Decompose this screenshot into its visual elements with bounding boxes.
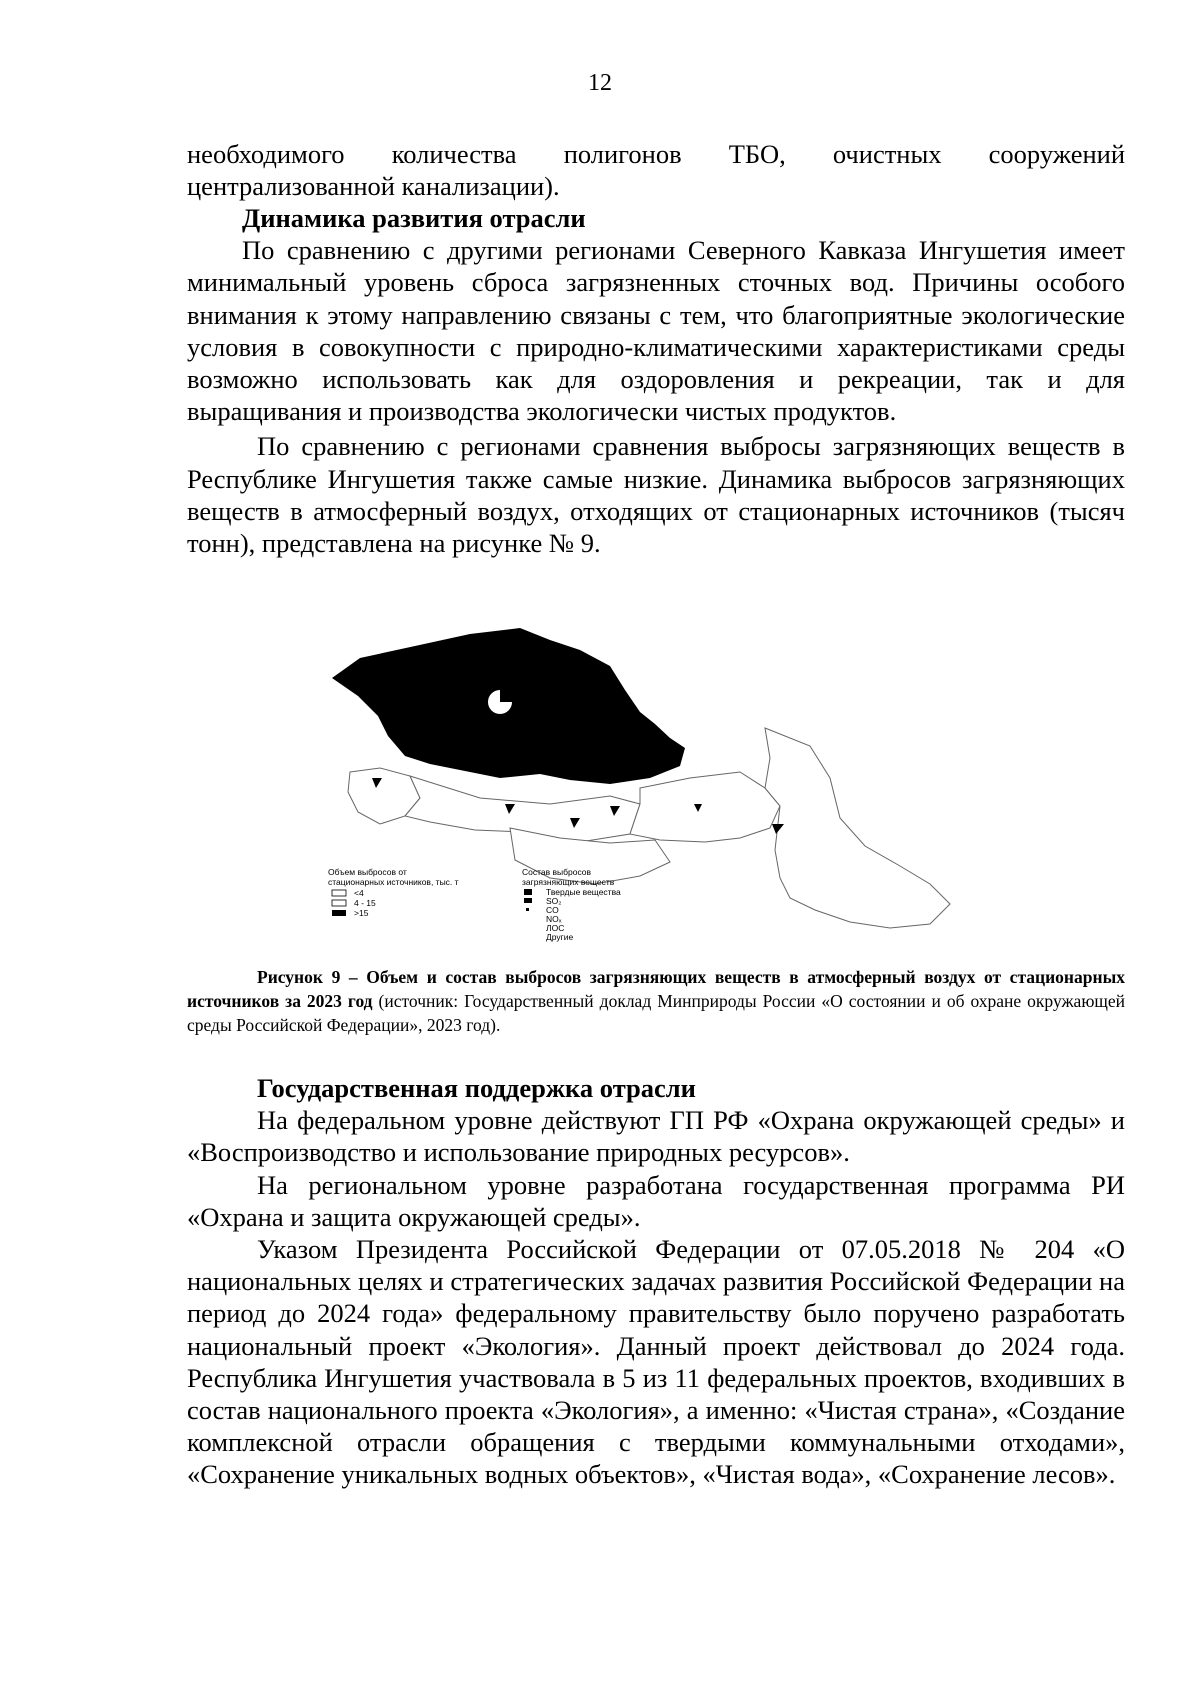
region-outline-dagestan [765, 728, 950, 928]
legend-swatch-so2 [524, 898, 532, 903]
paragraph-decree: Указом Президента Российской Федерации от 07.05.2018 № 204 «О национальных целях и стратегических задачах развития Российской Федерации на период до 2024 года» федеральному правительству было поручено разработать национальный проект «Экология». Данный проект действовал до 2024 года. Республика Ингушетия участвовала в 5 из 11 федеральных проектов, входивших в состав национального проекта «Экология», а именно: «Чистая страна», «Создание комплексной отрасли обращения с твердыми коммунальными отходами», «Сохранение уникальных водных объектов», «Чистая вода», «Сохранение лесов». [187, 1234, 1125, 1490]
page-number: 12 [588, 70, 612, 96]
paragraph-federal: На федеральном уровне действуют ГП РФ «Охрана окружающей среды» и «Воспроизводство и использование природных ресурсов». [187, 1105, 1125, 1168]
legend-volume-title-1: Объем выбросов от [328, 867, 407, 877]
legend-volume-item-2: 4 - 15 [354, 898, 376, 908]
legend-composition-title-1: Состав выбросов [522, 867, 592, 877]
legend-composition-item-3: CO [546, 905, 559, 915]
paragraph-comparison: По сравнению с другими регионами Северного Кавказа Ингушетия имеет минимальный уровень сброса загрязненных сточных вод. Причины особого внимания к этому направлению связаны с тем, что благоприятные экологические условия в совокупности с природно-климатическими характеристиками среды возможно использовать как для оздоровления и рекреации, так и для выращивания и производства экологически чистых продуктов. [187, 235, 1125, 427]
paragraph-emissions: По сравнению с регионами сравнения выбросы загрязняющих веществ в Республике Ингушетия также самые низкие. Динамика выбросов загрязняющих веществ в атмосферный воздух, отходящих от стационарных источников (тысяч тонн), представлена на рисунке № 9. [187, 431, 1125, 559]
legend-volume-item-3: >15 [354, 908, 369, 918]
legend-composition-title-2: загрязняющих веществ [522, 877, 615, 887]
emissions-map [310, 628, 1000, 948]
figure-emissions-map [310, 628, 1000, 948]
legend-composition-item-2: SO₂ [546, 896, 562, 906]
figure-caption [187, 965, 1125, 1037]
legend-swatch-mid [332, 900, 346, 906]
intro-text: необходимого количества полигонов ТБО, очистных сооружений централизованной канализации). [187, 139, 1125, 202]
legend-swatch-low [332, 890, 346, 896]
legend-volume-item-1: <4 [354, 888, 364, 898]
paragraph-regional: На региональном уровне разработана государственная программа РИ «Охрана и защита окружающей среды». [187, 1169, 1125, 1232]
legend-swatch-solids [524, 889, 532, 895]
legend-composition-item-6: Другие [546, 932, 574, 942]
figure-caption-bold: Рисунок 9 – Объем и состав выбросов загрязняющих веществ в атмосферный воздух от стационарных источников за 2023 год [187, 967, 1125, 1011]
legend-swatch-co [526, 908, 529, 911]
section-heading-dynamics: Динамика развития отрасли [242, 203, 586, 233]
figure-caption-source: (источник: Государственный доклад Минприроды России «О состоянии и об охране окружающей среды Российской Федерации», 2023 год). [187, 991, 1125, 1035]
section-state-support [187, 1072, 1125, 1491]
section-heading-support: Государственная поддержка отрасли [257, 1073, 696, 1103]
legend-composition-item-1: Твердые вещества [546, 887, 621, 897]
legend-composition-item-5: ЛОС [546, 923, 565, 933]
legend-composition-item-4: NOₓ [546, 914, 562, 924]
section-dynamics [187, 202, 1125, 559]
legend-swatch-high [332, 910, 346, 916]
legend-volume-title-2: стационарных источников, тыс. т [328, 877, 459, 887]
intro-paragraph [187, 138, 1125, 202]
region-outline-east [630, 772, 780, 842]
